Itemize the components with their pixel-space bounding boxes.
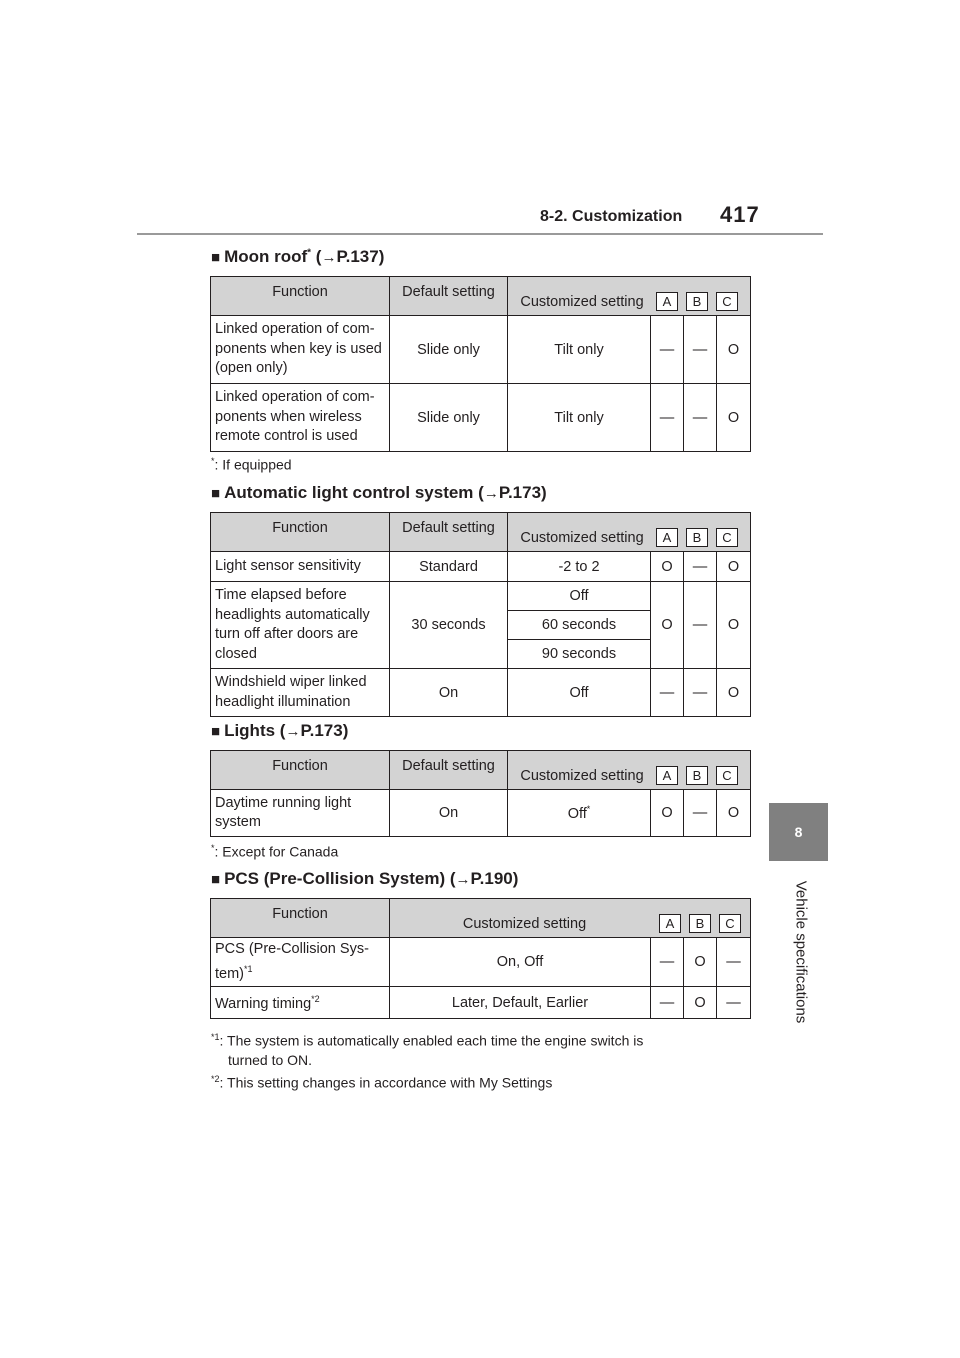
chapter-title: Vehicle specifications: [792, 880, 810, 1024]
pcs-heading: ■ PCS (Pre-Collision System) (→P.190): [211, 869, 519, 888]
pcs-footnote-1: $^{*1}$: The system is automatically enabled each time the engine switch is turned to ON.: [211, 1032, 644, 1068]
table-row: Linked operation of com-ponents when key is used (open only) Slide only Tilt only — — O: [211, 316, 751, 384]
moonroof-page-ref[interactable]: P.137: [336, 247, 379, 266]
table-row: Warning timing$^{*2}$ Later, Default, Earlier — O —: [211, 987, 751, 1019]
bullet-square-icon: ■: [211, 485, 221, 502]
header-divider: [137, 233, 823, 235]
table-row: Daytime running light system On Off* O — O: [211, 790, 751, 837]
table-row: Time elapsed before headlights automatically turn off after doors are closed 30 seconds Off O — O: [211, 582, 751, 611]
arrow-right-icon: →: [455, 871, 471, 888]
bullet-square-icon: ■: [211, 723, 221, 740]
autolight-table: [210, 512, 751, 717]
lights-table: [210, 750, 751, 837]
table-row: Windshield wiper linked headlight illumination On Off — — O: [211, 669, 751, 717]
moonroof-footnote: *: If equipped: [211, 456, 292, 473]
pcs-page-ref[interactable]: P.190): [470, 869, 519, 888]
autolight-heading: ■ Automatic light control system (→P.173): [211, 483, 547, 502]
moonroof-heading: ■ Moon roof* (→P.137): [211, 247, 385, 266]
autolight-page-ref[interactable]: P.173): [498, 483, 547, 502]
table-row: Linked operation of com-ponents when wireless remote control is used Slide only Tilt only — — O: [211, 384, 751, 452]
table-row: 90 seconds: [211, 640, 751, 669]
table-row: 60 seconds: [211, 611, 751, 640]
column-c-label: C: [716, 292, 738, 311]
section-title: 8-2. Customization: [540, 208, 683, 225]
pcs-footnote-2: $^{*2}$: This setting changes in accordance with My Settings: [211, 1074, 553, 1091]
arrow-right-icon: →: [321, 249, 337, 266]
page-number: 417: [720, 202, 760, 227]
bullet-square-icon: ■: [211, 871, 221, 888]
table-header-row: Function Default setting Customized setting A B C: [211, 751, 751, 790]
page-header: [0, 0, 960, 240]
table-header-row: Function Default setting Customized setting A B C: [211, 277, 751, 316]
column-b-label: B: [686, 292, 708, 311]
lights-page-ref[interactable]: P.173): [300, 721, 349, 740]
table-header-row: Function Default setting Customized setting A B C: [211, 513, 751, 552]
arrow-right-icon: →: [483, 485, 499, 502]
bullet-square-icon: ■: [211, 249, 221, 266]
moonroof-table: [210, 276, 751, 452]
column-a-label: A: [656, 292, 678, 311]
chapter-tab[interactable]: 8: [769, 803, 828, 861]
table-row: PCS (Pre-Collision Sys-tem)$^{*1}$ On, Off — O —: [211, 938, 751, 987]
arrow-right-icon: →: [285, 723, 301, 740]
table-row: Light sensor sensitivity Standard -2 to 2 O — O: [211, 552, 751, 582]
lights-footnote: *: Except for Canada: [211, 843, 339, 860]
table-header-row: Function Customized setting A B C: [211, 899, 751, 938]
lights-heading: ■ Lights (→P.173): [211, 721, 349, 740]
pcs-table: [210, 898, 751, 1019]
